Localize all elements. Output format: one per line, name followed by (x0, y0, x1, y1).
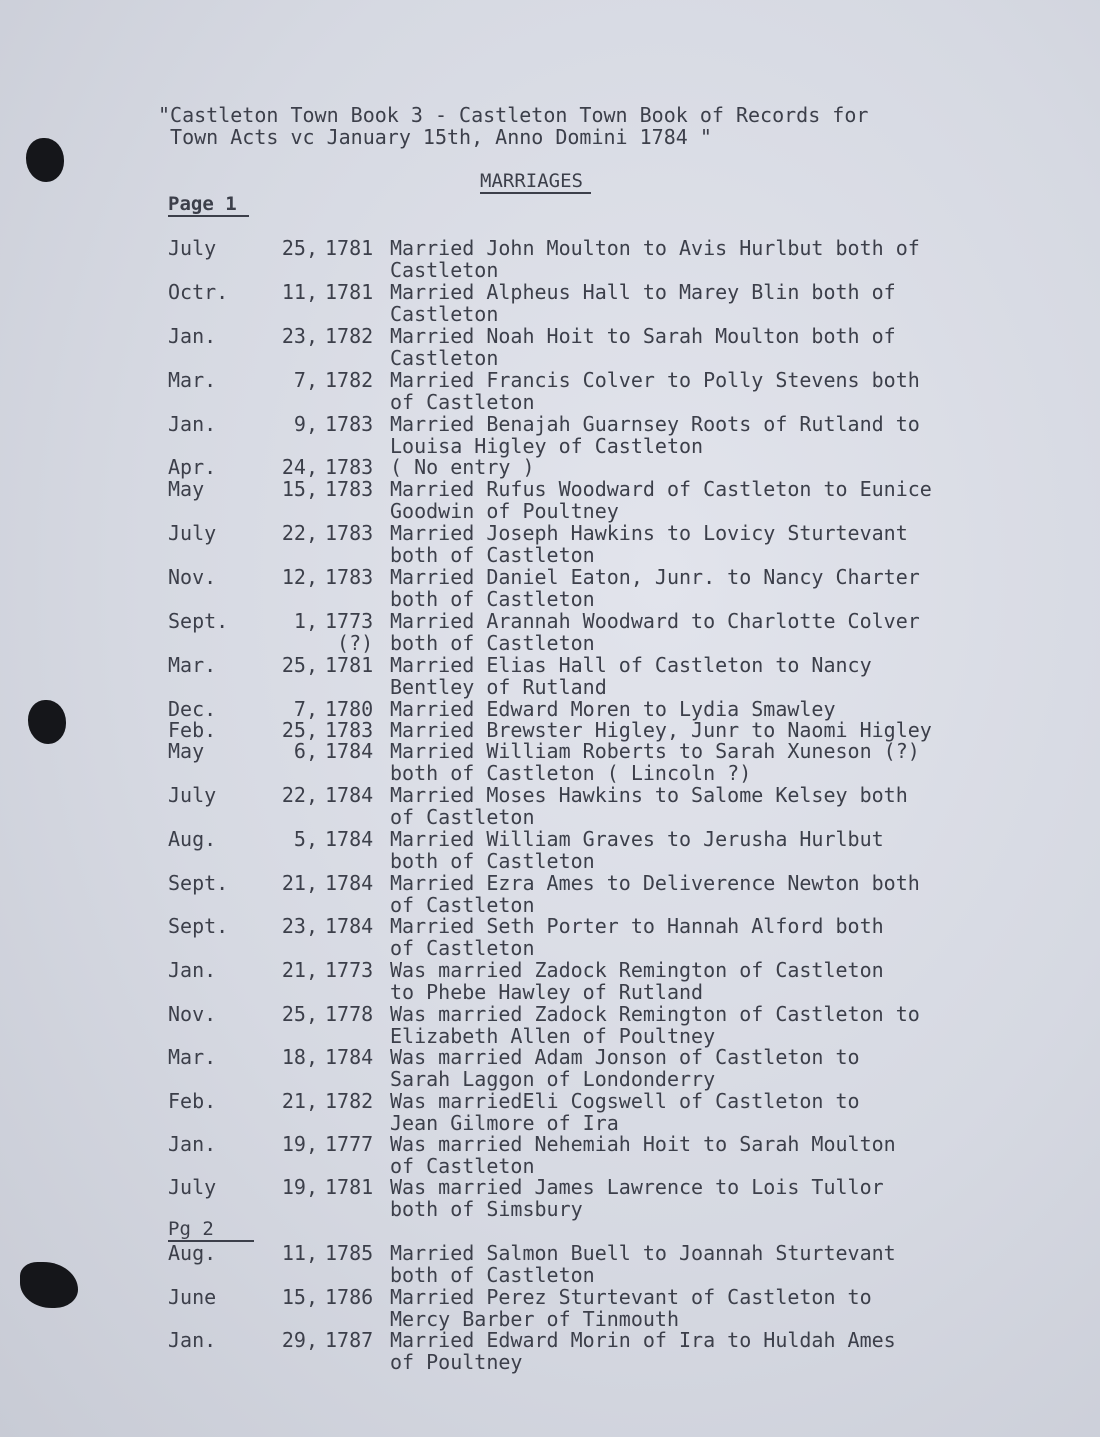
entry-month: Feb. (168, 1089, 217, 1113)
entry-text: Married Rufus Woodward of Castleton to Eunice Goodwin of Poultney (390, 477, 932, 523)
entry-month: Octr. (168, 280, 229, 304)
entry-day: 7, (293, 697, 318, 721)
entry-text: Married Perez Sturtevant of Castleton to Mercy Barber of Tinmouth (390, 1285, 872, 1331)
entry-text: Was married Zadock Remington of Castleton to Phebe Hawley of Rutland (390, 958, 884, 1004)
entry-day: 23, (281, 914, 318, 938)
entry-day: 5, (293, 827, 318, 851)
entry-month: Jan. (168, 1132, 217, 1156)
entry-year: 1778 (325, 1002, 374, 1026)
entry-month: Sept. (168, 871, 229, 895)
entry-month: Sept. (168, 914, 229, 938)
entry-month: Jan. (168, 1328, 217, 1352)
entry-year: 1783 (325, 455, 374, 479)
entry-year: 1784 (325, 827, 374, 851)
entry-month: June (168, 1285, 217, 1309)
entry-year: 1780 (325, 697, 374, 721)
entry-day: 29, (281, 1328, 318, 1352)
entry-day: 18, (281, 1045, 318, 1069)
entry-day: 25, (281, 718, 318, 742)
entry-year: 1784 (325, 783, 374, 807)
entry-month: July (168, 1175, 217, 1199)
entry-month: July (168, 236, 217, 260)
entry-year: 1783 (325, 521, 374, 545)
entry-year: 1781 (325, 280, 374, 304)
entry-year: 1783 (325, 477, 374, 501)
entry-day: 21, (281, 958, 318, 982)
entry-year: 1782 (325, 324, 374, 348)
entry-month: Dec. (168, 697, 217, 721)
entry-year: 1782 (325, 368, 374, 392)
entry-day: 11, (281, 280, 318, 304)
entry-day: 25, (281, 236, 318, 260)
entry-text: Married William Roberts to Sarah Xuneson (?) both of Castleton ( Lincoln ?) (390, 739, 920, 785)
entry-year: 1784 (325, 739, 374, 763)
entry-day: 11, (281, 1241, 318, 1265)
entry-day: 9, (293, 412, 318, 436)
entry-month: Mar. (168, 653, 217, 677)
entry-day: 21, (281, 871, 318, 895)
entry-month: Aug. (168, 1241, 217, 1265)
entry-day: 15, (281, 1285, 318, 1309)
entry-year: 1785 (325, 1241, 374, 1265)
entry-year: 1781 (325, 1175, 374, 1199)
entry-text: Was marriedEli Cogswell of Castleton to Jean Gilmore of Ira (390, 1089, 860, 1135)
entry-day: 24, (281, 455, 318, 479)
entry-day: 6, (293, 739, 318, 763)
entry-month: Mar. (168, 1045, 217, 1069)
entry-year: 1777 (325, 1132, 374, 1156)
entry-month: Aug. (168, 827, 217, 851)
entry-day: 19, (281, 1175, 318, 1199)
entry-text: Married Noah Hoit to Sarah Moulton both of Castleton (390, 324, 896, 370)
entry-year: 1784 (325, 871, 374, 895)
entry-month: Mar. (168, 368, 217, 392)
entry-text: Married Alpheus Hall to Marey Blin both of Castleton (390, 280, 896, 326)
entry-day: 12, (281, 565, 318, 589)
entry-text: Was married Nehemiah Hoit to Sarah Moulton of Castleton (390, 1132, 896, 1178)
page-label-2: Pg 2 (168, 1218, 254, 1242)
entry-year: 1786 (325, 1285, 374, 1309)
entry-month: Jan. (168, 958, 217, 982)
entry-day: 21, (281, 1089, 318, 1113)
entry-day: 22, (281, 783, 318, 807)
entry-day: 25, (281, 1002, 318, 1026)
entry-text: Married Francis Colver to Polly Stevens both of Castleton (390, 368, 920, 414)
entry-year: 1773 (?) (325, 609, 374, 655)
page-label-1: Page 1 (168, 193, 249, 217)
entry-month: May (168, 477, 205, 501)
entry-text: Was married James Lawrence to Lois Tullor both of Simsbury (390, 1175, 884, 1221)
entry-year: 1782 (325, 1089, 374, 1113)
entry-year: 1781 (325, 653, 374, 677)
entry-month: Jan. (168, 324, 217, 348)
entry-text: Married John Moulton to Avis Hurlbut both of Castleton (390, 236, 920, 282)
entry-year: 1784 (325, 1045, 374, 1069)
entry-year: 1773 (325, 958, 374, 982)
entry-text: Married Salmon Buell to Joannah Sturtevant both of Castleton (390, 1241, 896, 1287)
document-title: "Castleton Town Book 3 - Castleton Town Book of Records for Town Acts vc January 15th, Anno Domini 1784 " (158, 103, 869, 149)
entry-month: May (168, 739, 205, 763)
entry-text: Married Joseph Hawkins to Lovicy Sturtevant both of Castleton (390, 521, 908, 567)
entry-day: 1, (293, 609, 318, 633)
entry-month: Nov. (168, 1002, 217, 1026)
entry-month: Sept. (168, 609, 229, 633)
entry-text: Married Ezra Ames to Deliverence Newton both of Castleton (390, 871, 920, 917)
entry-day: 7, (293, 368, 318, 392)
entry-day: 25, (281, 653, 318, 677)
entry-month: July (168, 783, 217, 807)
entry-month: Jan. (168, 412, 217, 436)
entry-text: Married Seth Porter to Hannah Alford both of Castleton (390, 914, 884, 960)
entry-text: Married Edward Moren to Lydia Smawley (390, 697, 836, 721)
section-heading: MARRIAGES (480, 170, 591, 194)
entry-text: Was married Zadock Remington of Castleton to Elizabeth Allen of Poultney (390, 1002, 920, 1048)
entry-year: 1783 (325, 718, 374, 742)
entry-day: 19, (281, 1132, 318, 1156)
entry-month: Apr. (168, 455, 217, 479)
entry-text: Married Brewster Higley, Junr to Naomi Higley (390, 718, 932, 742)
entry-year: 1783 (325, 412, 374, 436)
entry-text: ( No entry ) (390, 455, 535, 479)
entry-month: July (168, 521, 217, 545)
entry-month: Feb. (168, 718, 217, 742)
entry-text: Married William Graves to Jerusha Hurlbut both of Castleton (390, 827, 884, 873)
entry-day: 23, (281, 324, 318, 348)
entry-text: Married Benajah Guarnsey Roots of Rutland to Louisa Higley of Castleton (390, 412, 920, 458)
entry-text: Married Moses Hawkins to Salome Kelsey both of Castleton (390, 783, 908, 829)
entry-month: Nov. (168, 565, 217, 589)
entry-text: Was married Adam Jonson of Castleton to Sarah Laggon of Londonderry (390, 1045, 860, 1091)
entry-year: 1781 (325, 236, 374, 260)
entry-text: Married Daniel Eaton, Junr. to Nancy Charter both of Castleton (390, 565, 920, 611)
entry-day: 22, (281, 521, 318, 545)
entry-year: 1787 (325, 1328, 374, 1352)
entry-text: Married Elias Hall of Castleton to Nancy Bentley of Rutland (390, 653, 872, 699)
entry-text: Married Arannah Woodward to Charlotte Colver both of Castleton (390, 609, 920, 655)
entry-day: 15, (281, 477, 318, 501)
entry-year: 1783 (325, 565, 374, 589)
entry-year: 1784 (325, 914, 374, 938)
entry-text: Married Edward Morin of Ira to Huldah Ames of Poultney (390, 1328, 896, 1374)
